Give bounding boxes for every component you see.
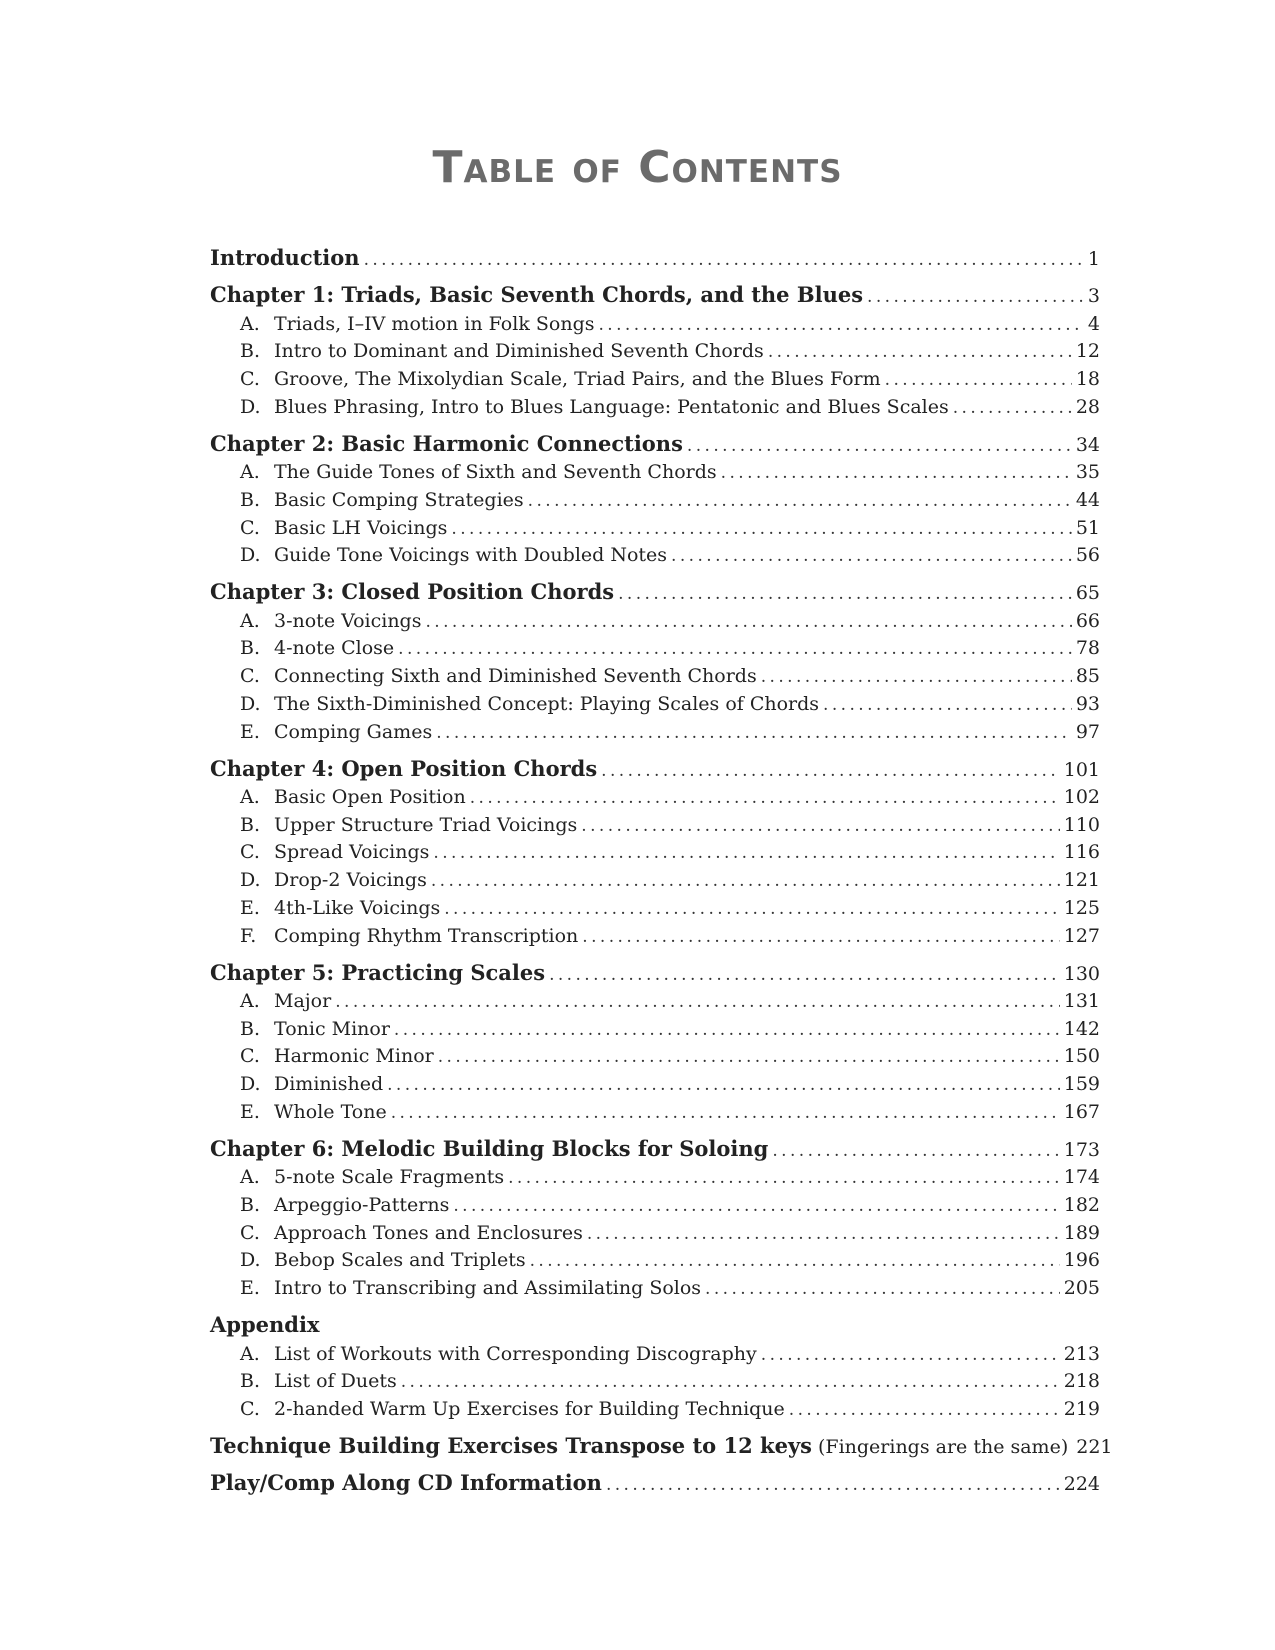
dot-leader (401, 1367, 1060, 1397)
entry-title: Tonic Minor (274, 1017, 390, 1040)
entry-letter: C. (240, 665, 260, 688)
toc-sub-entry[interactable] (240, 1394, 1100, 1424)
entry-letter: E. (240, 1277, 260, 1300)
entry-title: Chapter 1: Triads, Basic Seventh Chords, and the Blues (210, 282, 864, 307)
entry-title: 4th-Like Voicings (274, 896, 441, 919)
toc-sub-entry[interactable] (240, 485, 1100, 515)
toc-sub-entry[interactable] (240, 1069, 1100, 1099)
entry-title: List of Duets (274, 1370, 397, 1393)
toc-sub-entry[interactable] (240, 392, 1100, 422)
entry-page-number: 213 (1063, 1342, 1100, 1365)
entry-title: Chapter 6: Melodic Building Blocks for Soloing (210, 1135, 769, 1161)
entry-page-number: 66 (1075, 609, 1100, 632)
entry-title: Upper Structure Triad Voicings (274, 813, 578, 836)
dot-leader (549, 960, 1060, 990)
entry-page-number: 125 (1063, 896, 1100, 919)
dot-leader (425, 607, 1071, 637)
dot-leader (772, 1136, 1059, 1166)
entry-letter: E. (240, 1100, 260, 1123)
toc-sub-entry[interactable] (240, 540, 1100, 570)
entry-title: Comping Games (274, 720, 433, 743)
entry-title: Intro to Transcribing and Assimilating Solos (274, 1277, 702, 1300)
entry-title: Introduction (210, 245, 360, 270)
entry-title: 3-note Voicings (274, 609, 422, 632)
entry-letter: C. (240, 516, 260, 539)
entry-page-number: 219 (1063, 1398, 1100, 1420)
entry-page-number: 167 (1063, 1100, 1100, 1123)
toc-sub-entry[interactable] (240, 661, 1100, 691)
entry-title: Basic Open Position (274, 786, 466, 808)
dot-leader (394, 1015, 1060, 1045)
entry-title: 4-note Close (274, 637, 395, 660)
entry-page-number: 102 (1063, 786, 1100, 808)
entry-letter: A. (240, 1342, 260, 1365)
toc-sub-entry[interactable] (240, 782, 1100, 812)
dot-leader (398, 634, 1072, 664)
dot-leader (867, 282, 1084, 312)
dot-leader (582, 922, 1059, 952)
entry-letter: C. (240, 367, 260, 390)
entry-letter: A. (240, 461, 260, 484)
entry-letter: C. (240, 1045, 260, 1068)
toc-heading-entry[interactable] (210, 1310, 1100, 1340)
toc-heading-entry[interactable] (210, 1431, 1113, 1461)
entry-page-number: 142 (1063, 1017, 1100, 1040)
entry-page-number: 44 (1075, 488, 1100, 511)
toc-heading-entry[interactable] (210, 429, 1100, 459)
entry-title: Harmonic Minor (274, 1045, 434, 1068)
entry-page-number: 18 (1075, 367, 1100, 390)
entry-page-number: 93 (1075, 692, 1100, 715)
entry-title: Play/Comp Along CD Information (210, 1470, 602, 1495)
entry-title: 5-note Scale Fragments (274, 1166, 505, 1189)
dot-leader (470, 783, 1060, 813)
toc-sub-entry[interactable] (240, 865, 1100, 895)
entry-letter: A. (240, 1166, 260, 1189)
entry-title: Chapter 4: Open Position Chords (210, 755, 598, 781)
entry-page-number: 34 (1075, 433, 1100, 456)
dot-leader (431, 866, 1060, 896)
toc-sub-entry[interactable] (240, 717, 1100, 747)
toc-sub-entry[interactable] (240, 513, 1100, 543)
entry-title: Appendix (210, 1312, 320, 1338)
entry-title: Major (274, 990, 332, 1012)
toc-heading-entry[interactable] (210, 958, 1100, 988)
dot-leader (705, 1274, 1060, 1304)
dot-leader (885, 365, 1072, 395)
entry-title: Blues Phrasing, Intro to Blues Language: Pentatonic and Blues Scales (274, 395, 949, 418)
entry-page-number: 78 (1075, 637, 1100, 660)
entry-title: Chapter 5: Practicing Scales (210, 959, 546, 985)
entry-letter: B. (240, 637, 261, 660)
entry-title: Arpeggio-Patterns (274, 1194, 450, 1216)
toc-sub-entry[interactable] (240, 309, 1100, 339)
dot-leader (433, 838, 1059, 868)
dot-leader (601, 756, 1060, 786)
entry-title: Diminished (274, 1073, 384, 1096)
entry-page-number: 224 (1063, 1473, 1100, 1495)
entry-page-number: 110 (1063, 813, 1100, 836)
dot-leader (508, 1163, 1060, 1193)
entry-letter: A. (240, 609, 260, 632)
dot-leader (335, 987, 1060, 1017)
entry-letter: A. (240, 990, 260, 1012)
entry-page-number: 150 (1063, 1045, 1100, 1068)
entry-page-number: 3 (1087, 285, 1100, 307)
entry-page-number: 127 (1063, 924, 1100, 947)
entry-page-number: 159 (1063, 1073, 1100, 1096)
toc-sub-entry[interactable] (240, 457, 1100, 487)
toc-sub-entry[interactable] (240, 1245, 1100, 1275)
toc-heading-entry[interactable] (210, 1134, 1100, 1164)
dot-leader (671, 541, 1072, 571)
dot-leader (453, 1191, 1059, 1221)
toc-sub-entry[interactable] (240, 1041, 1100, 1071)
entry-title: 2-handed Warm Up Exercises for Building Technique (274, 1398, 785, 1420)
toc-sub-entry[interactable] (240, 986, 1100, 1016)
dot-leader (391, 1098, 1060, 1128)
toc-heading-entry[interactable] (210, 280, 1100, 310)
dot-leader (436, 718, 1072, 748)
toc-sub-entry[interactable] (240, 1339, 1100, 1369)
entry-letter: B. (240, 340, 261, 363)
entry-page-number: 101 (1063, 758, 1100, 781)
entry-title: Bebop Scales and Triplets (274, 1249, 526, 1272)
entry-letter: D. (240, 395, 261, 418)
entry-page-number: 205 (1063, 1277, 1100, 1300)
entry-page-number: 189 (1063, 1221, 1100, 1244)
dot-leader (618, 579, 1072, 609)
entry-page-number: 173 (1063, 1138, 1100, 1161)
entry-title: Technique Building Exercises Transpose to 12 keys (210, 1433, 812, 1458)
page-title: Table of Contents (432, 142, 843, 193)
entry-letter: A. (240, 786, 260, 808)
entry-title: Drop-2 Voicings (274, 869, 427, 892)
entry-page-number: 218 (1063, 1370, 1100, 1393)
entry-page-number: 221 (1076, 1436, 1113, 1458)
entry-letter: C. (240, 1221, 260, 1244)
entry-title: Triads, I–IV motion in Folk Songs (274, 312, 595, 335)
dot-leader (530, 1246, 1060, 1276)
toc-heading-entry[interactable] (210, 1468, 1100, 1498)
toc-heading-entry[interactable] (210, 243, 1100, 273)
entry-page-number: 130 (1063, 962, 1100, 985)
toc-sub-entry[interactable] (240, 1273, 1100, 1303)
entry-title: The Guide Tones of Sixth and Seventh Chords (274, 461, 717, 484)
dot-leader (823, 690, 1072, 720)
entry-page-number: 12 (1075, 340, 1100, 363)
entry-letter: D. (240, 692, 261, 715)
entry-note: (Fingerings are the same) (817, 1436, 1069, 1458)
entry-title: Approach Tones and Enclosures (274, 1221, 583, 1244)
dot-leader (721, 458, 1072, 488)
toc-heading-entry[interactable] (210, 754, 1100, 784)
entry-letter: C. (240, 841, 260, 864)
dot-leader (761, 1340, 1060, 1370)
entry-letter: B. (240, 1017, 261, 1040)
entry-page-number: 174 (1063, 1166, 1100, 1189)
entry-title: Basic Comping Strategies (274, 488, 524, 511)
entry-title: Basic LH Voicings (274, 516, 448, 539)
toc-sub-entry[interactable] (240, 1162, 1100, 1192)
entry-title: Intro to Dominant and Diminished Seventh Chords (274, 340, 764, 363)
entry-letter: B. (240, 1370, 261, 1393)
toc-sub-entry[interactable] (240, 1190, 1100, 1220)
toc-sub-entry[interactable] (240, 689, 1100, 719)
toc-sub-entry[interactable] (240, 837, 1100, 867)
entry-page-number: 28 (1075, 395, 1100, 418)
entry-letter: D. (240, 1073, 261, 1096)
entry-title: Chapter 3: Closed Position Chords (210, 579, 615, 605)
dot-leader (598, 310, 1083, 340)
toc-sub-entry[interactable] (240, 364, 1100, 394)
entry-title: List of Workouts with Corresponding Discography (274, 1342, 757, 1365)
entry-page-number: 1 (1087, 248, 1100, 270)
entry-page-number: 35 (1075, 461, 1100, 484)
entry-page-number: 196 (1063, 1249, 1100, 1272)
entry-page-number: 121 (1063, 869, 1100, 892)
entry-title: Comping Rhythm Transcription (274, 924, 579, 947)
entry-page-number: 56 (1075, 544, 1100, 567)
entry-letter: E. (240, 720, 260, 743)
entry-page-number: 4 (1087, 312, 1100, 335)
entry-title: Whole Tone (274, 1100, 387, 1123)
dot-leader (438, 1042, 1060, 1072)
entry-title: Chapter 2: Basic Harmonic Connections (210, 430, 683, 456)
toc-sub-entry[interactable] (240, 810, 1100, 840)
toc-heading-entry[interactable] (210, 577, 1100, 607)
toc-sub-entry[interactable] (240, 1366, 1100, 1396)
toc-sub-entry[interactable] (240, 893, 1100, 923)
entry-letter: F. (240, 924, 257, 947)
toc-sub-entry[interactable] (240, 1097, 1100, 1127)
entry-letter: C. (240, 1398, 260, 1420)
toc-sub-entry[interactable] (240, 1014, 1100, 1044)
entry-page-number: 85 (1075, 665, 1100, 688)
dot-leader (768, 337, 1072, 367)
entry-page-number: 182 (1063, 1194, 1100, 1216)
toc-sub-entry[interactable] (240, 606, 1100, 636)
entry-letter: D. (240, 1249, 261, 1272)
dot-leader (528, 486, 1072, 516)
entry-title: The Sixth-Diminished Concept: Playing Scales of Chords (274, 692, 820, 715)
dot-leader (364, 245, 1084, 275)
toc-sub-entry[interactable] (240, 633, 1100, 663)
dot-leader (387, 1070, 1060, 1100)
entry-page-number: 131 (1063, 990, 1100, 1012)
dot-leader (444, 894, 1060, 924)
toc-sub-entry[interactable] (240, 921, 1100, 951)
entry-page-number: 97 (1075, 720, 1100, 743)
entry-letter: D. (240, 869, 261, 892)
toc-sub-entry[interactable] (240, 336, 1100, 366)
entry-letter: D. (240, 544, 261, 567)
dot-leader (789, 1395, 1060, 1425)
entry-page-number: 116 (1063, 841, 1100, 864)
entry-letter: B. (240, 813, 261, 836)
entry-title: Guide Tone Voicings with Doubled Notes (274, 544, 668, 567)
dot-leader (581, 811, 1059, 841)
entry-letter: B. (240, 488, 261, 511)
entry-title: Groove, The Mixolydian Scale, Triad Pairs, and the Blues Form (274, 367, 881, 390)
dot-leader (687, 431, 1072, 461)
entry-letter: B. (240, 1194, 261, 1216)
dot-leader (761, 662, 1072, 692)
entry-letter: E. (240, 896, 260, 919)
toc-sub-entry[interactable] (240, 1218, 1100, 1248)
entry-letter: A. (240, 312, 260, 335)
dot-leader (953, 393, 1072, 423)
dot-leader (606, 1470, 1060, 1500)
entry-title: Connecting Sixth and Diminished Seventh Chords (274, 665, 757, 688)
entry-title: Spread Voicings (274, 841, 430, 864)
dot-leader (451, 514, 1071, 544)
entry-page-number: 65 (1075, 582, 1100, 605)
dot-leader (587, 1219, 1060, 1249)
entry-page-number: 51 (1075, 516, 1100, 539)
